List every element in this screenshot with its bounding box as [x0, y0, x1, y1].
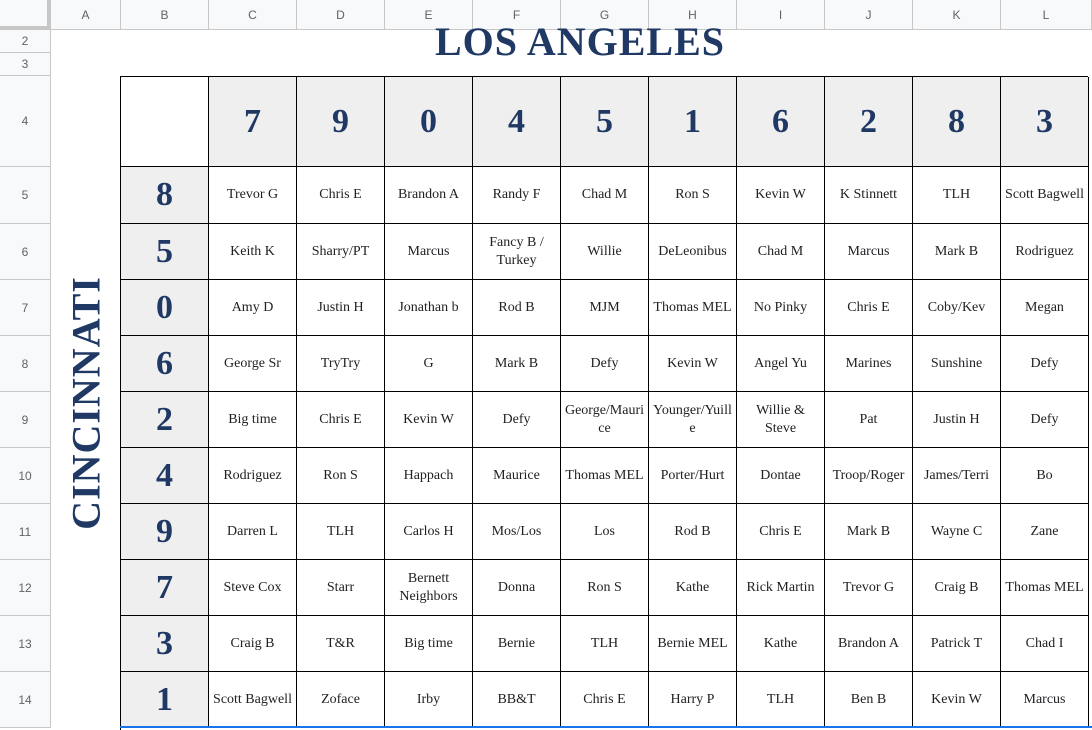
top-number-cell[interactable]: 4 [473, 77, 561, 167]
square-name-cell[interactable]: Patrick T [913, 616, 1001, 672]
column-header-d[interactable]: D [297, 0, 385, 30]
square-name-cell[interactable]: Keith K [209, 224, 297, 280]
column-header-c[interactable]: C [209, 0, 297, 30]
side-number-cell[interactable]: 3 [121, 616, 209, 672]
square-name-cell[interactable]: Brandon A [825, 616, 913, 672]
square-name-cell[interactable]: Carlos H [385, 504, 473, 560]
side-number-cell[interactable]: 6 [121, 336, 209, 392]
square-name-cell[interactable]: Bernett Neighbors [385, 560, 473, 616]
square-name-cell[interactable]: Ron S [649, 167, 737, 224]
square-name-cell[interactable]: Kevin W [737, 167, 825, 224]
square-name-cell[interactable]: Bo [1001, 448, 1089, 504]
square-name-cell[interactable]: Sharry/PT [297, 224, 385, 280]
square-name-cell[interactable]: Scott Bagwell [1001, 167, 1089, 224]
square-name-cell[interactable]: T&R [297, 616, 385, 672]
side-number-cell[interactable]: 7 [121, 560, 209, 616]
square-name-cell[interactable]: Kathe [737, 616, 825, 672]
column-header-h[interactable]: H [649, 0, 737, 30]
square-name-cell[interactable]: Chris E [825, 280, 913, 336]
selection-border [120, 726, 1092, 728]
square-name-cell[interactable]: Pat [825, 392, 913, 448]
square-name-cell[interactable]: TLH [913, 167, 1001, 224]
column-header-l[interactable]: L [1001, 0, 1092, 30]
square-name-cell[interactable]: Big time [209, 392, 297, 448]
side-number-cell[interactable]: 0 [121, 280, 209, 336]
square-name-cell[interactable]: Kathe [649, 560, 737, 616]
side-number-cell[interactable]: 9 [121, 504, 209, 560]
column-header-f[interactable]: F [473, 0, 561, 30]
square-name-cell[interactable]: George/Maurice [561, 392, 649, 448]
square-name-cell[interactable]: Defy [473, 392, 561, 448]
square-name-cell[interactable]: BB&T [473, 672, 561, 728]
top-number-cell[interactable]: 9 [297, 77, 385, 167]
square-name-cell[interactable]: Megan [1001, 280, 1089, 336]
square-name-cell[interactable]: Amy D [209, 280, 297, 336]
square-name-cell[interactable]: Donna [473, 560, 561, 616]
side-number-cell[interactable]: 4 [121, 448, 209, 504]
square-name-cell[interactable]: TLH [561, 616, 649, 672]
square-name-cell[interactable]: DeLeonibus [649, 224, 737, 280]
row-header-10[interactable]: 10 [0, 448, 51, 504]
top-number-cell[interactable]: 5 [561, 77, 649, 167]
square-name-cell[interactable]: Rod B [649, 504, 737, 560]
square-name-cell[interactable]: Marcus [825, 224, 913, 280]
square-name-cell[interactable]: Trevor G [209, 167, 297, 224]
row-header-8[interactable]: 8 [0, 336, 51, 392]
side-number-cell[interactable]: 8 [121, 167, 209, 224]
square-name-cell[interactable]: Chris E [561, 672, 649, 728]
square-name-cell[interactable]: Sunshine [913, 336, 1001, 392]
column-header-j[interactable]: J [825, 0, 913, 30]
square-name-cell[interactable]: Brandon A [385, 167, 473, 224]
square-name-cell[interactable]: Willie [561, 224, 649, 280]
row-header-2[interactable]: 2 [0, 30, 51, 53]
square-name-cell[interactable]: Craig B [209, 616, 297, 672]
square-name-cell[interactable]: Dontae [737, 448, 825, 504]
square-name-cell[interactable]: Thomas MEL [1001, 560, 1089, 616]
square-name-cell[interactable]: Randy F [473, 167, 561, 224]
side-number-cell[interactable]: 1 [121, 672, 209, 728]
square-name-cell[interactable]: Maurice [473, 448, 561, 504]
top-number-cell[interactable]: 0 [385, 77, 473, 167]
square-name-cell[interactable]: Angel Yu [737, 336, 825, 392]
square-name-cell[interactable]: Rod B [473, 280, 561, 336]
top-number-cell[interactable]: 6 [737, 77, 825, 167]
square-name-cell[interactable]: Jonathan b [385, 280, 473, 336]
row-header-6[interactable]: 6 [0, 224, 51, 280]
grid-corner-cell[interactable] [121, 77, 209, 167]
square-name-cell[interactable]: Chris E [737, 504, 825, 560]
row-header-4[interactable]: 4 [0, 76, 51, 167]
team-title-top: LOS ANGELES [434, 19, 725, 64]
square-name-cell[interactable]: Trevor G [825, 560, 913, 616]
square-name-cell[interactable]: Defy [1001, 392, 1089, 448]
square-name-cell[interactable]: Willie & Steve [737, 392, 825, 448]
square-name-cell[interactable]: TLH [737, 672, 825, 728]
square-name-cell[interactable]: Justin H [297, 280, 385, 336]
square-name-cell[interactable]: Porter/Hurt [649, 448, 737, 504]
square-name-cell[interactable]: Zoface [297, 672, 385, 728]
square-name-cell[interactable]: George Sr [209, 336, 297, 392]
square-name-cell[interactable]: TLH [297, 504, 385, 560]
square-name-cell[interactable]: Scott Bagwell [209, 672, 297, 728]
square-name-cell[interactable]: Darren L [209, 504, 297, 560]
square-name-cell[interactable]: Younger/Yuille [649, 392, 737, 448]
square-name-cell[interactable]: Starr [297, 560, 385, 616]
row-header-7[interactable]: 7 [0, 280, 51, 336]
row-header-9[interactable]: 9 [0, 392, 51, 448]
square-name-cell[interactable]: Troop/Roger [825, 448, 913, 504]
team-title-side: CINCINNATI [63, 275, 109, 530]
side-number-cell[interactable]: 2 [121, 392, 209, 448]
square-name-cell[interactable]: Chad I [1001, 616, 1089, 672]
square-name-cell[interactable]: Ron S [297, 448, 385, 504]
square-name-cell[interactable]: Kevin W [913, 672, 1001, 728]
square-name-cell[interactable]: Defy [561, 336, 649, 392]
square-name-cell[interactable]: Mark B [913, 224, 1001, 280]
team-title-side-container [55, 270, 117, 535]
column-header-i[interactable]: I [737, 0, 825, 30]
square-name-cell[interactable]: Rodriguez [209, 448, 297, 504]
square-name-cell[interactable]: G [385, 336, 473, 392]
square-name-cell[interactable]: Justin H [913, 392, 1001, 448]
square-name-cell[interactable]: Ben B [825, 672, 913, 728]
row-header-3[interactable]: 3 [0, 53, 51, 76]
square-name-cell[interactable]: Craig B [913, 560, 1001, 616]
square-name-cell[interactable]: Wayne C [913, 504, 1001, 560]
column-header-e[interactable]: E [385, 0, 473, 30]
square-name-cell[interactable]: Ron S [561, 560, 649, 616]
square-name-cell[interactable]: Harry P [649, 672, 737, 728]
row-header-14[interactable]: 14 [0, 672, 51, 728]
square-name-cell[interactable]: Marcus [385, 224, 473, 280]
square-name-cell[interactable]: Chris E [297, 392, 385, 448]
column-header-b[interactable]: B [121, 0, 209, 30]
square-name-cell[interactable]: Kevin W [385, 392, 473, 448]
square-name-cell[interactable]: Mos/Los [473, 504, 561, 560]
square-name-cell[interactable]: Chad M [737, 224, 825, 280]
row-header-13[interactable]: 13 [0, 616, 51, 672]
square-name-cell[interactable]: Bernie MEL [649, 616, 737, 672]
square-name-cell[interactable]: K Stinnett [825, 167, 913, 224]
square-name-cell[interactable]: Fancy B / Turkey [473, 224, 561, 280]
top-number-cell[interactable]: 7 [209, 77, 297, 167]
side-number-cell[interactable]: 5 [121, 224, 209, 280]
square-name-cell[interactable]: Steve Cox [209, 560, 297, 616]
row-header-5[interactable]: 5 [0, 167, 51, 224]
row-header-11[interactable]: 11 [0, 504, 51, 560]
square-name-cell[interactable]: Bernie [473, 616, 561, 672]
top-number-cell[interactable]: 3 [1001, 77, 1089, 167]
square-name-cell[interactable]: Happach [385, 448, 473, 504]
square-name-cell[interactable]: Marcus [1001, 672, 1089, 728]
square-name-cell[interactable]: Coby/Kev [913, 280, 1001, 336]
square-name-cell[interactable]: Big time [385, 616, 473, 672]
square-name-cell[interactable]: Chad M [561, 167, 649, 224]
square-name-cell[interactable]: Los [561, 504, 649, 560]
top-number-cell[interactable]: 2 [825, 77, 913, 167]
square-name-cell[interactable]: Mark B [825, 504, 913, 560]
square-name-cell[interactable]: Defy [1001, 336, 1089, 392]
square-name-cell[interactable]: MJM [561, 280, 649, 336]
square-name-cell[interactable]: Mark B [473, 336, 561, 392]
square-name-cell[interactable]: No Pinky [737, 280, 825, 336]
square-name-cell[interactable]: Thomas MEL [649, 280, 737, 336]
top-number-cell[interactable]: 1 [649, 77, 737, 167]
square-name-cell[interactable]: Zane [1001, 504, 1089, 560]
square-name-cell[interactable]: TryTry [297, 336, 385, 392]
select-all-corner[interactable] [0, 0, 51, 30]
top-number-cell[interactable]: 8 [913, 77, 1001, 167]
column-header-k[interactable]: K [913, 0, 1001, 30]
square-name-cell[interactable]: Irby [385, 672, 473, 728]
row-header-12[interactable]: 12 [0, 560, 51, 616]
square-name-cell[interactable]: Rodriguez [1001, 224, 1089, 280]
square-name-cell[interactable]: James/Terri [913, 448, 1001, 504]
square-name-cell[interactable]: Rick Martin [737, 560, 825, 616]
square-name-cell[interactable]: Chris E [297, 167, 385, 224]
square-name-cell[interactable]: Marines [825, 336, 913, 392]
square-name-cell[interactable]: Thomas MEL [561, 448, 649, 504]
square-name-cell[interactable]: Kevin W [649, 336, 737, 392]
column-header-g[interactable]: G [561, 0, 649, 30]
column-header-a[interactable]: A [51, 0, 121, 30]
